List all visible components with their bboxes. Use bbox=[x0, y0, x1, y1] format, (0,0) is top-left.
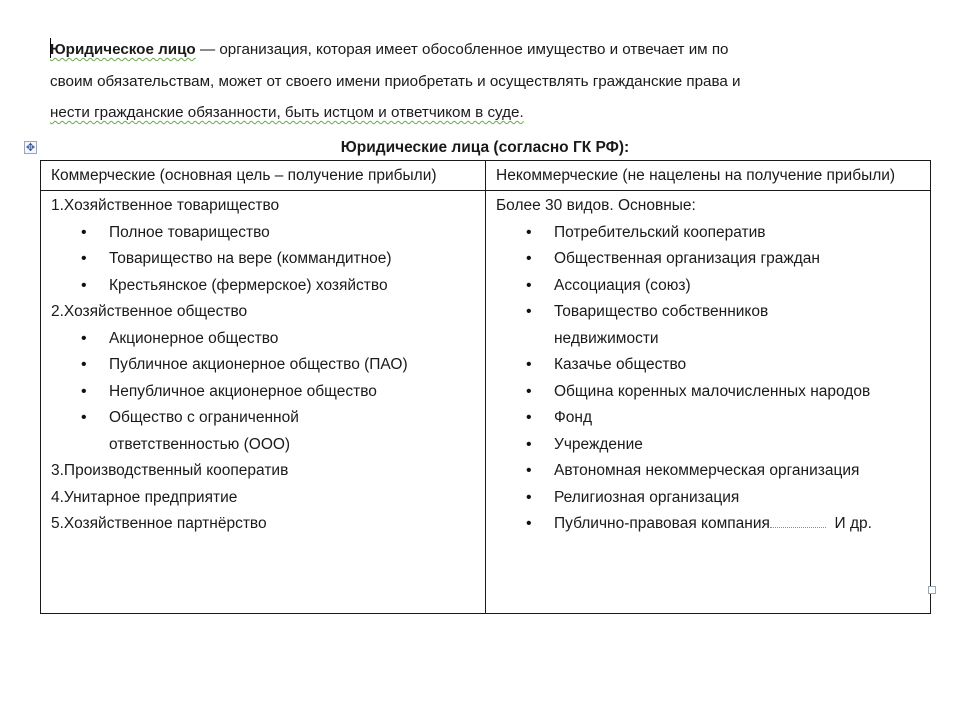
list-item: • Общественная организация граждан bbox=[554, 246, 924, 273]
group-list bbox=[51, 220, 479, 300]
list-item: • Товарищество собственников недвижимости bbox=[554, 299, 844, 352]
definition-line-3-text: нести гражданские обязанности, быть истцом и ответчиком в суде. bbox=[50, 104, 524, 121]
header-noncommercial: Некоммерческие (не нацелены на получение прибыли) bbox=[486, 161, 931, 191]
group-business-company bbox=[51, 299, 479, 458]
definition-line-2: своим обязательствам, может от своего имени приобретать и осуществлять гражданские права и bbox=[50, 72, 741, 90]
noncommercial-title: Более 30 видов. Основные: bbox=[496, 197, 696, 214]
squiggle-gap bbox=[770, 513, 826, 528]
commercial-cell bbox=[41, 191, 486, 614]
resize-square-icon[interactable] bbox=[928, 586, 936, 594]
list-item: • Акционерное общество bbox=[109, 326, 479, 353]
definition-line-3 bbox=[50, 97, 850, 129]
group-title: 4.Унитарное предприятие bbox=[51, 488, 238, 506]
header-commercial: Коммерческие (основная цель – получение прибыли) bbox=[41, 161, 486, 191]
list-item: • Полное товарищество bbox=[109, 220, 479, 247]
list-item: • Община коренных малочисленных народов bbox=[554, 379, 874, 406]
list-item: • Казачье общество bbox=[554, 352, 924, 379]
table-body-row bbox=[41, 191, 931, 614]
definition-term: Юридическое лицо bbox=[50, 41, 196, 58]
list-item: • Религиозная организация bbox=[554, 485, 924, 512]
list-item: • Публичное акционерное общество (ПАО) bbox=[109, 352, 479, 379]
noncommercial-cell bbox=[486, 191, 931, 614]
group-title: 3.Производственный кооператив bbox=[51, 462, 289, 479]
legal-entities-table bbox=[40, 160, 931, 614]
group-title: 1.Хозяйственное товарищество bbox=[51, 197, 280, 214]
table-title: Юридические лица (согласно ГК РФ): bbox=[340, 139, 630, 156]
definition-line-1 bbox=[50, 34, 850, 66]
list-item-last bbox=[554, 511, 924, 538]
list-item: • Общество с ограниченной ответственностью (ООО) bbox=[109, 405, 369, 458]
table-header-row bbox=[41, 161, 931, 191]
noncommercial-list bbox=[496, 220, 924, 538]
move-arrows-icon[interactable]: ✥ bbox=[25, 142, 36, 154]
list-item: • Фонд bbox=[554, 405, 924, 432]
and-others-label: И др. bbox=[834, 515, 872, 532]
definition-dash: — bbox=[195, 41, 220, 58]
list-item: • Непубличное акционерное общество bbox=[109, 379, 479, 406]
group-business-partnership bbox=[51, 193, 479, 299]
list-item: • Учреждение bbox=[554, 432, 924, 459]
group-list bbox=[51, 326, 479, 459]
list-item-text: Публично-правовая компания bbox=[554, 515, 770, 532]
list-item: • Потребительский кооператив bbox=[554, 220, 924, 247]
definition-line-1-text: организация, которая имеет обособленное имущество и отвечает им по bbox=[219, 41, 729, 58]
definition-paragraph bbox=[50, 34, 850, 129]
group-title: 2.Хозяйственное общество bbox=[51, 303, 248, 320]
list-item: • Товарищество на вере (коммандитное) bbox=[109, 246, 479, 273]
list-item: • Крестьянское (фермерское) хозяйство bbox=[109, 273, 479, 300]
list-item: • Автономная некоммерческая организация bbox=[554, 458, 924, 485]
list-item: • Ассоциация (союз) bbox=[554, 273, 924, 300]
group-title: 5.Хозяйственное партнёрство bbox=[51, 515, 267, 532]
